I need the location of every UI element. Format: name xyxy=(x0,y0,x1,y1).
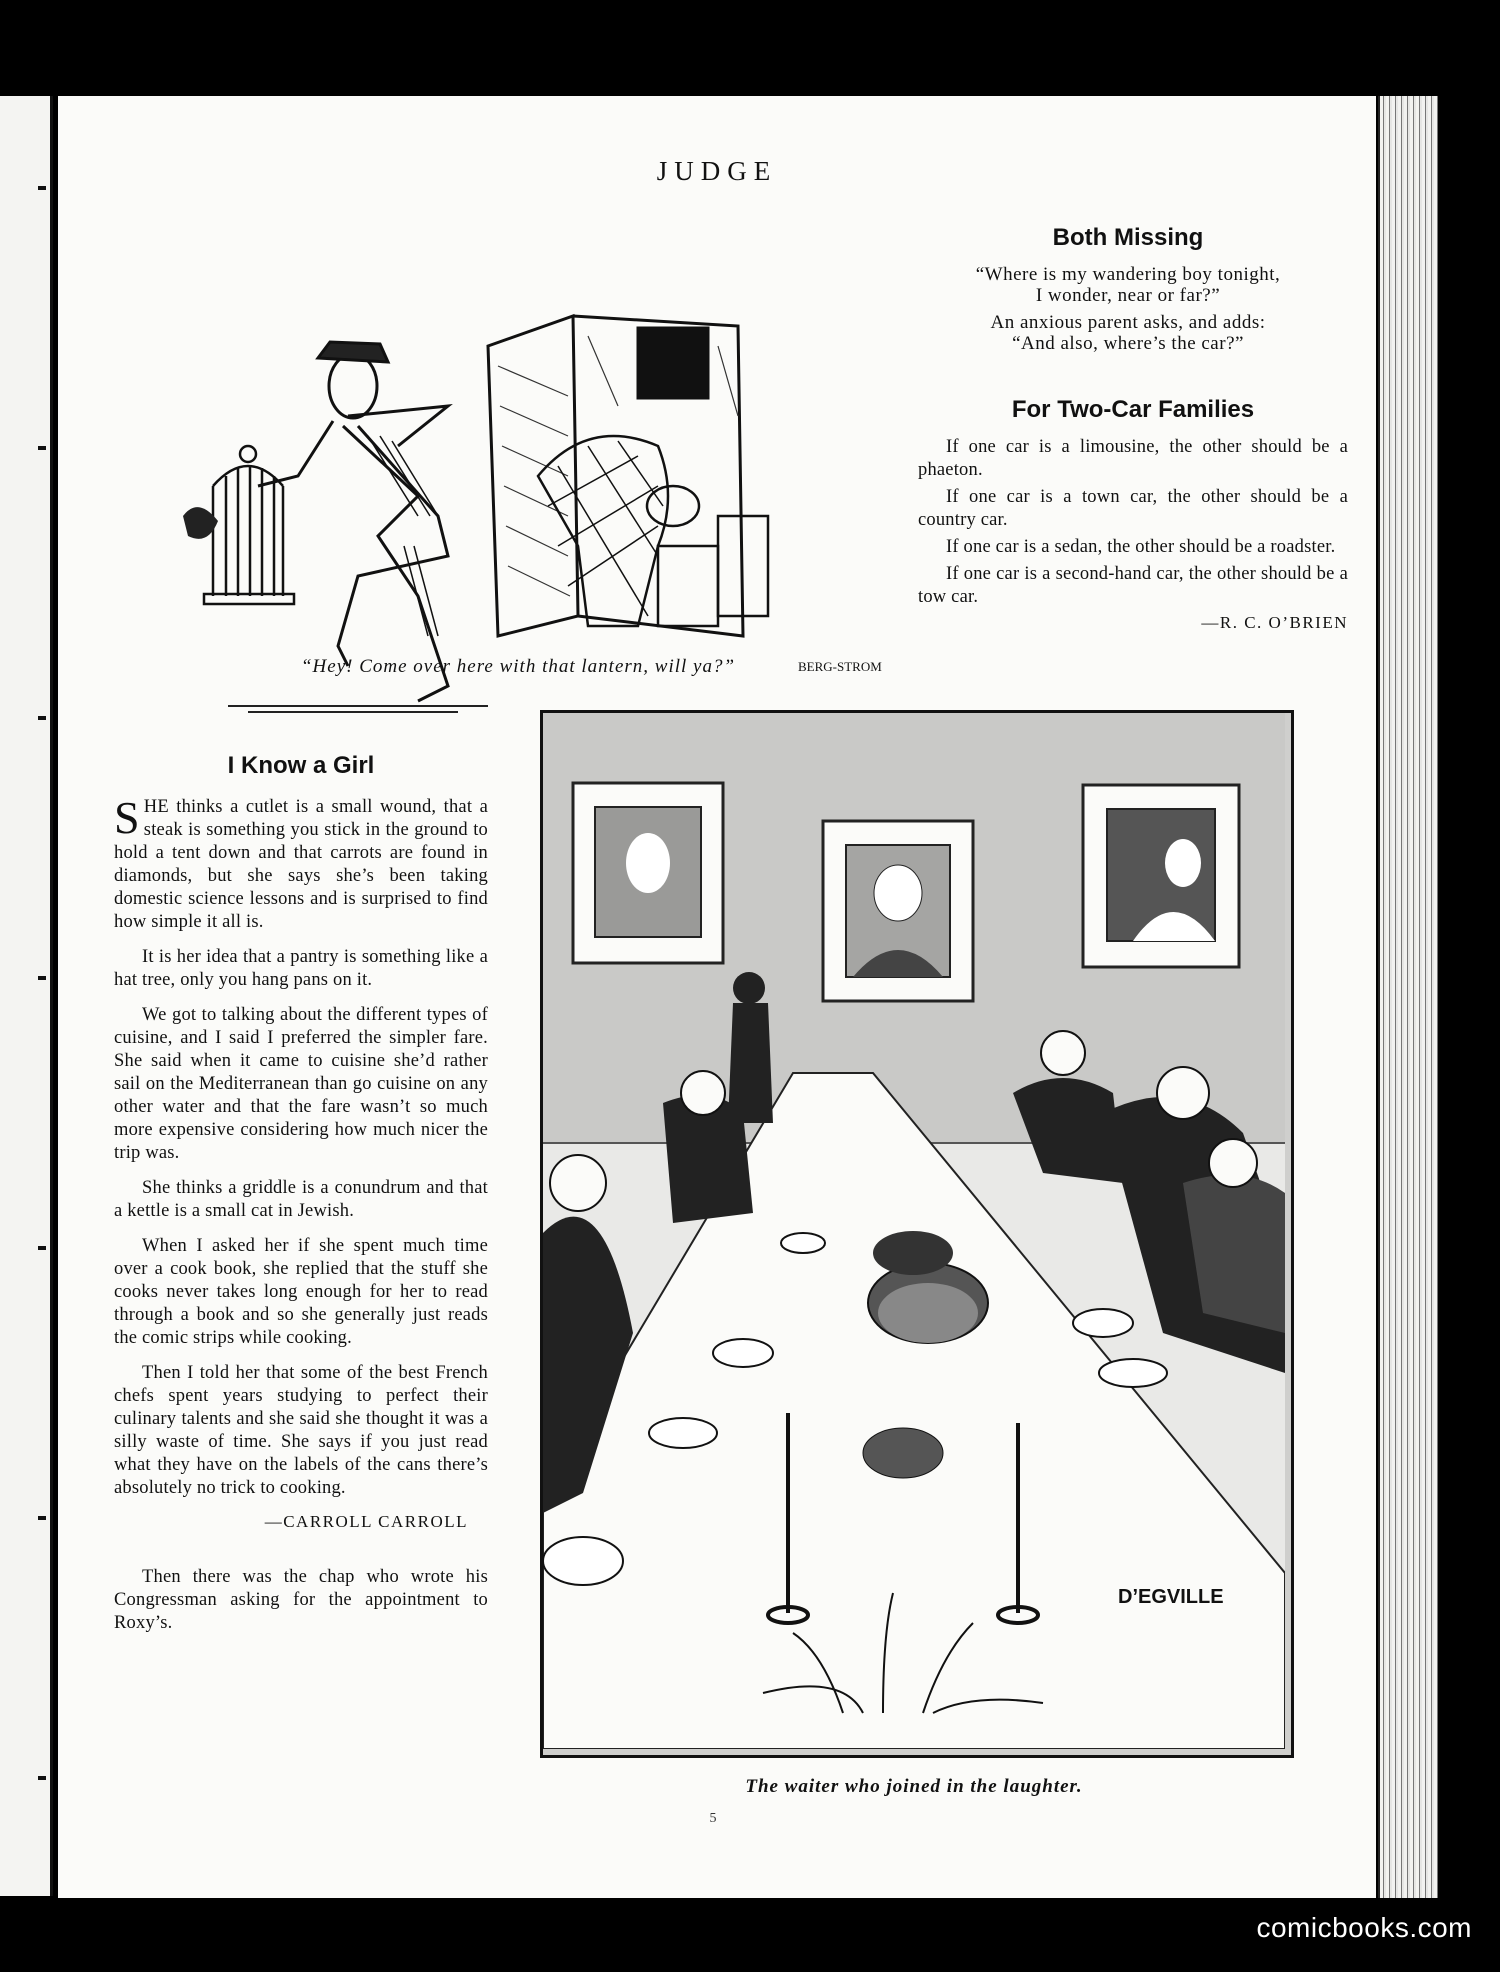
article-paragraph: If one car is a sedan, the other should be a roadster. xyxy=(946,537,1336,557)
poem-line: “Where is my wandering boy tonight, xyxy=(975,264,1281,285)
poem-line: I wonder, near or far?” xyxy=(1035,285,1221,306)
page-number: 5 xyxy=(709,1811,717,1826)
portrait-left xyxy=(573,783,723,963)
i-know-a-girl-article xyxy=(114,752,488,1647)
two-car-title: For Two-Car Families xyxy=(1011,396,1255,423)
article-paragraph: When I asked her if she spent much time over a cook book, she replied that the stuff she cooks never takes long enough for her to read through a book and so she generally just reads the comic strips while cooking. xyxy=(114,1236,488,1348)
two-car-author: —R. C. O’BRIEN xyxy=(1201,613,1348,632)
two-car-families-article xyxy=(918,396,1348,633)
dinner-cartoon-signature: D’EGVILLE xyxy=(1118,1586,1224,1608)
both-missing-poem xyxy=(908,224,1348,354)
portrait-right xyxy=(1083,785,1239,967)
article-paragraph: SHE thinks a cutlet is a small wound, that a steak is something you stick in the ground to hold a tent down and that carrots are found in diamonds, but she says she’s been taking domestic science lessons and is surprised to find how simple it all is. xyxy=(114,792,488,932)
article-paragraph: If one car is a limousine, the other should be a phaeton. xyxy=(918,437,1348,480)
article-paragraph: Then I told her that some of the best French chefs spent years studying to perfect their culinary talents and she said she thought it was a silly waste of time. She says if you just read what they have on the labels of the cans there’s absolutely no trick to cooking. xyxy=(114,1363,488,1498)
top-cartoon-caption: “Hey! Come over here with that lantern, will ya?” xyxy=(300,656,736,677)
both-missing-title: Both Missing xyxy=(1052,224,1204,251)
poem-line: An anxious parent asks, and adds: xyxy=(990,312,1266,333)
article-paragraph: If one car is a second-hand car, the other should be a tow car. xyxy=(918,564,1348,607)
article-paragraph: We got to talking about the different types of cuisine, and I said I preferred the simpler fare. She said when it came to cuisine she’d rather sail on the Mediterranean than go cuisine on any other water and that the fare wasn’t so much more expensive considering how much nicer the trip was. xyxy=(114,1005,488,1163)
article-paragraph: She thinks a griddle is a conundrum and that a kettle is a small cat in Jewish. xyxy=(114,1178,488,1221)
left-page-edge xyxy=(0,96,53,1896)
i-know-a-girl-title: I Know a Girl xyxy=(227,752,375,779)
dinner-party-cartoon xyxy=(540,710,1294,1758)
top-cartoon-signature: BERG-STROM xyxy=(798,659,882,674)
dinner-cartoon-caption: The waiter who joined in the laughter. xyxy=(745,1776,1083,1797)
dinner-party-illustration xyxy=(543,713,1285,1749)
article-paragraph: If one car is a town car, the other should be a country car. xyxy=(918,487,1348,530)
poem-line: “And also, where’s the car?” xyxy=(1012,333,1244,354)
portrait-center xyxy=(823,821,973,1001)
magazine-page xyxy=(58,96,1376,1898)
article-paragraph: It is her idea that a pantry is something like a hat tree, only you hang pans on it. xyxy=(114,947,488,990)
closing-joke: Then there was the chap who wrote his Congressman asking for the appointment to Roxy’s. xyxy=(114,1567,488,1633)
drop-cap: S xyxy=(114,792,140,843)
know-girl-author: —CARROLL CARROLL xyxy=(264,1512,468,1531)
magazine-header: JUDGE xyxy=(656,156,778,186)
watermark: comicbooks.com xyxy=(1256,1912,1472,1943)
page-stack-edges xyxy=(1378,96,1438,1898)
